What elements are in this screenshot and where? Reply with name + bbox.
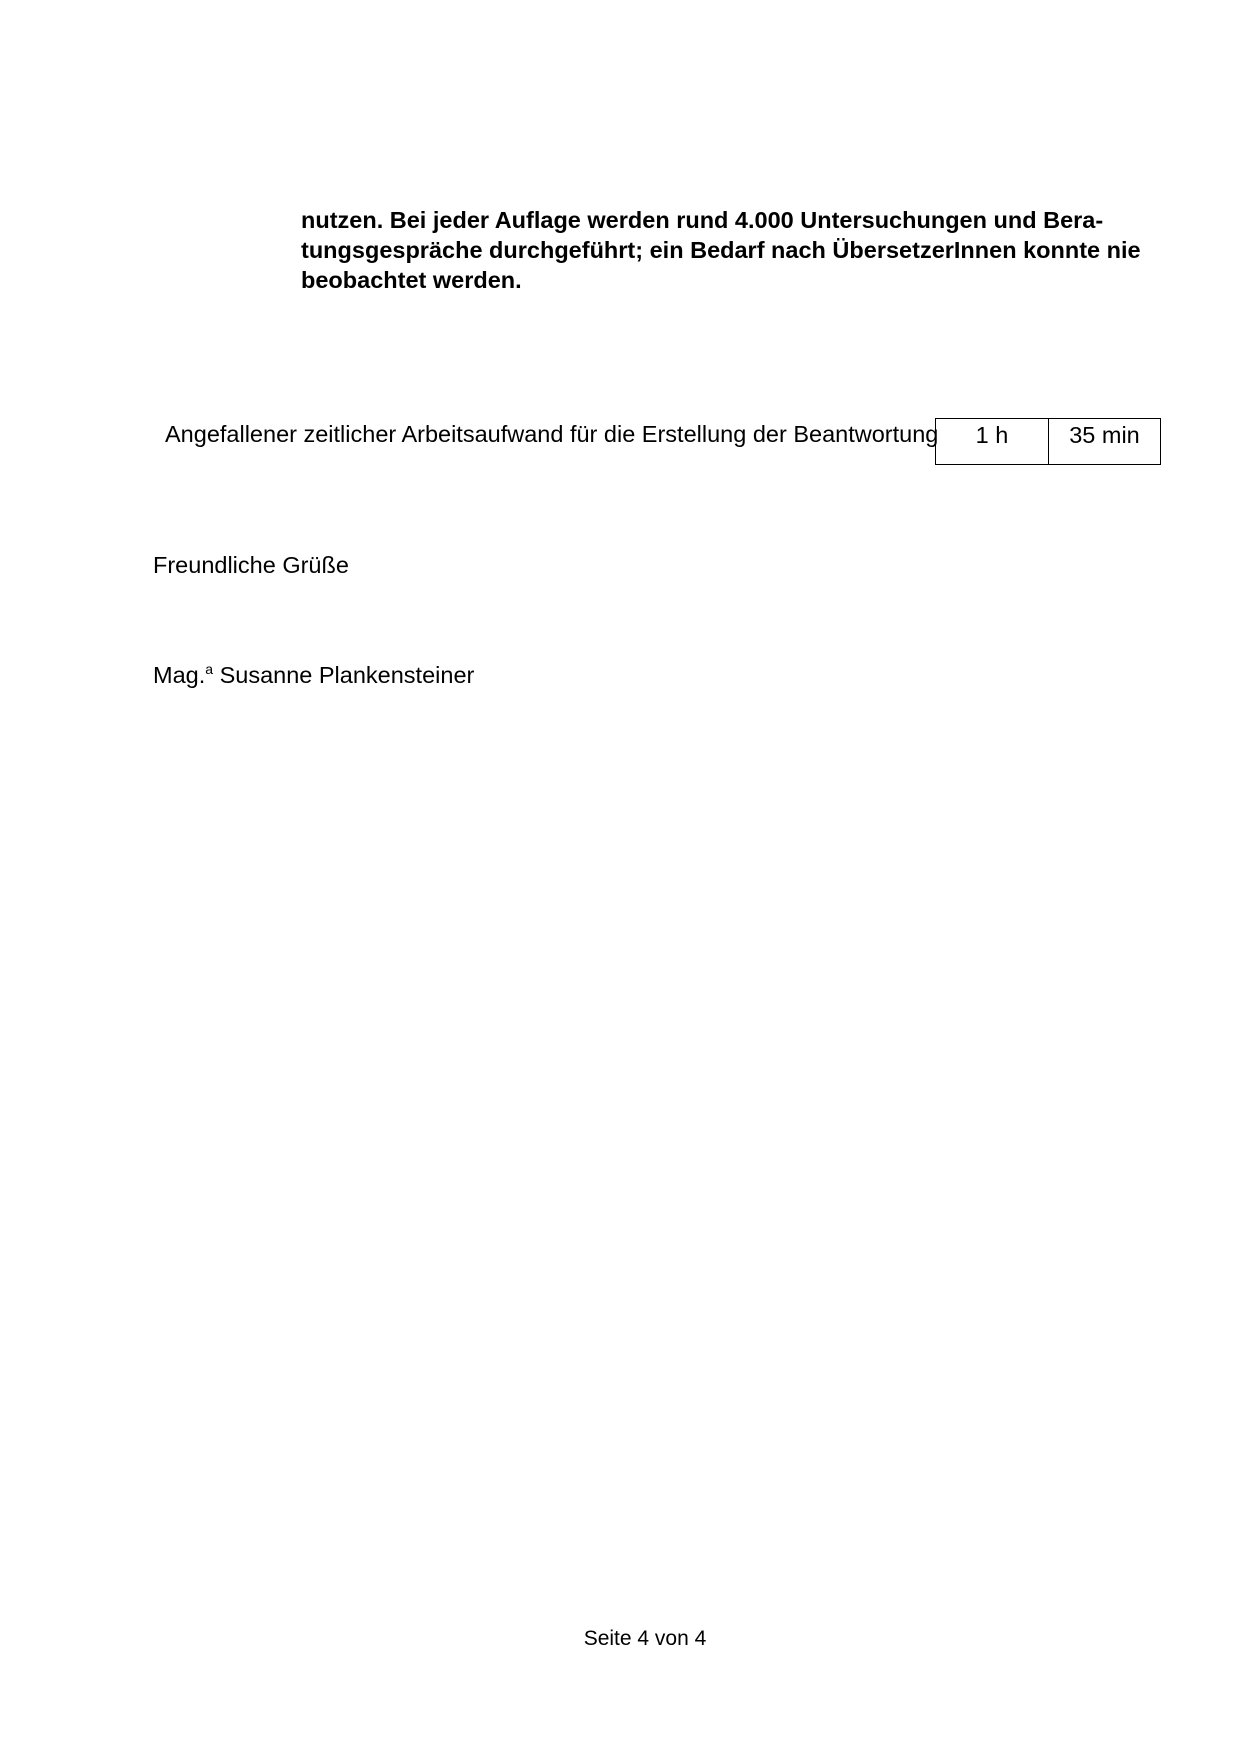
answer-paragraph: [301, 205, 1161, 295]
effort-minutes-cell: 35 min: [1049, 419, 1161, 465]
answer-line: beobachtet werden.: [301, 267, 522, 293]
signature: [153, 661, 474, 689]
effort-table: [935, 418, 1161, 465]
signature-title: Mag.: [153, 662, 206, 688]
signature-title-superscript: a: [205, 661, 214, 677]
effort-hours-cell: 1 h: [936, 419, 1049, 465]
effort-label: Angefallener zeitlicher Arbeitsaufwand für die Erstellung der Beantwortung: [165, 421, 939, 447]
effort-row: [936, 419, 1161, 465]
answer-line: tungsgespräche durchgeführt; ein Bedarf nach ÜbersetzerInnen konnte nie: [301, 237, 1141, 263]
page-number-footer: Seite 4 von 4: [583, 1627, 707, 1650]
closing-greeting: Freundliche Grüße: [153, 552, 349, 578]
signature-name: Susanne Plankensteiner: [213, 662, 475, 688]
answer-line: nutzen. Bei jeder Auflage werden rund 4.000 Untersuchungen und Bera-: [301, 207, 1104, 233]
